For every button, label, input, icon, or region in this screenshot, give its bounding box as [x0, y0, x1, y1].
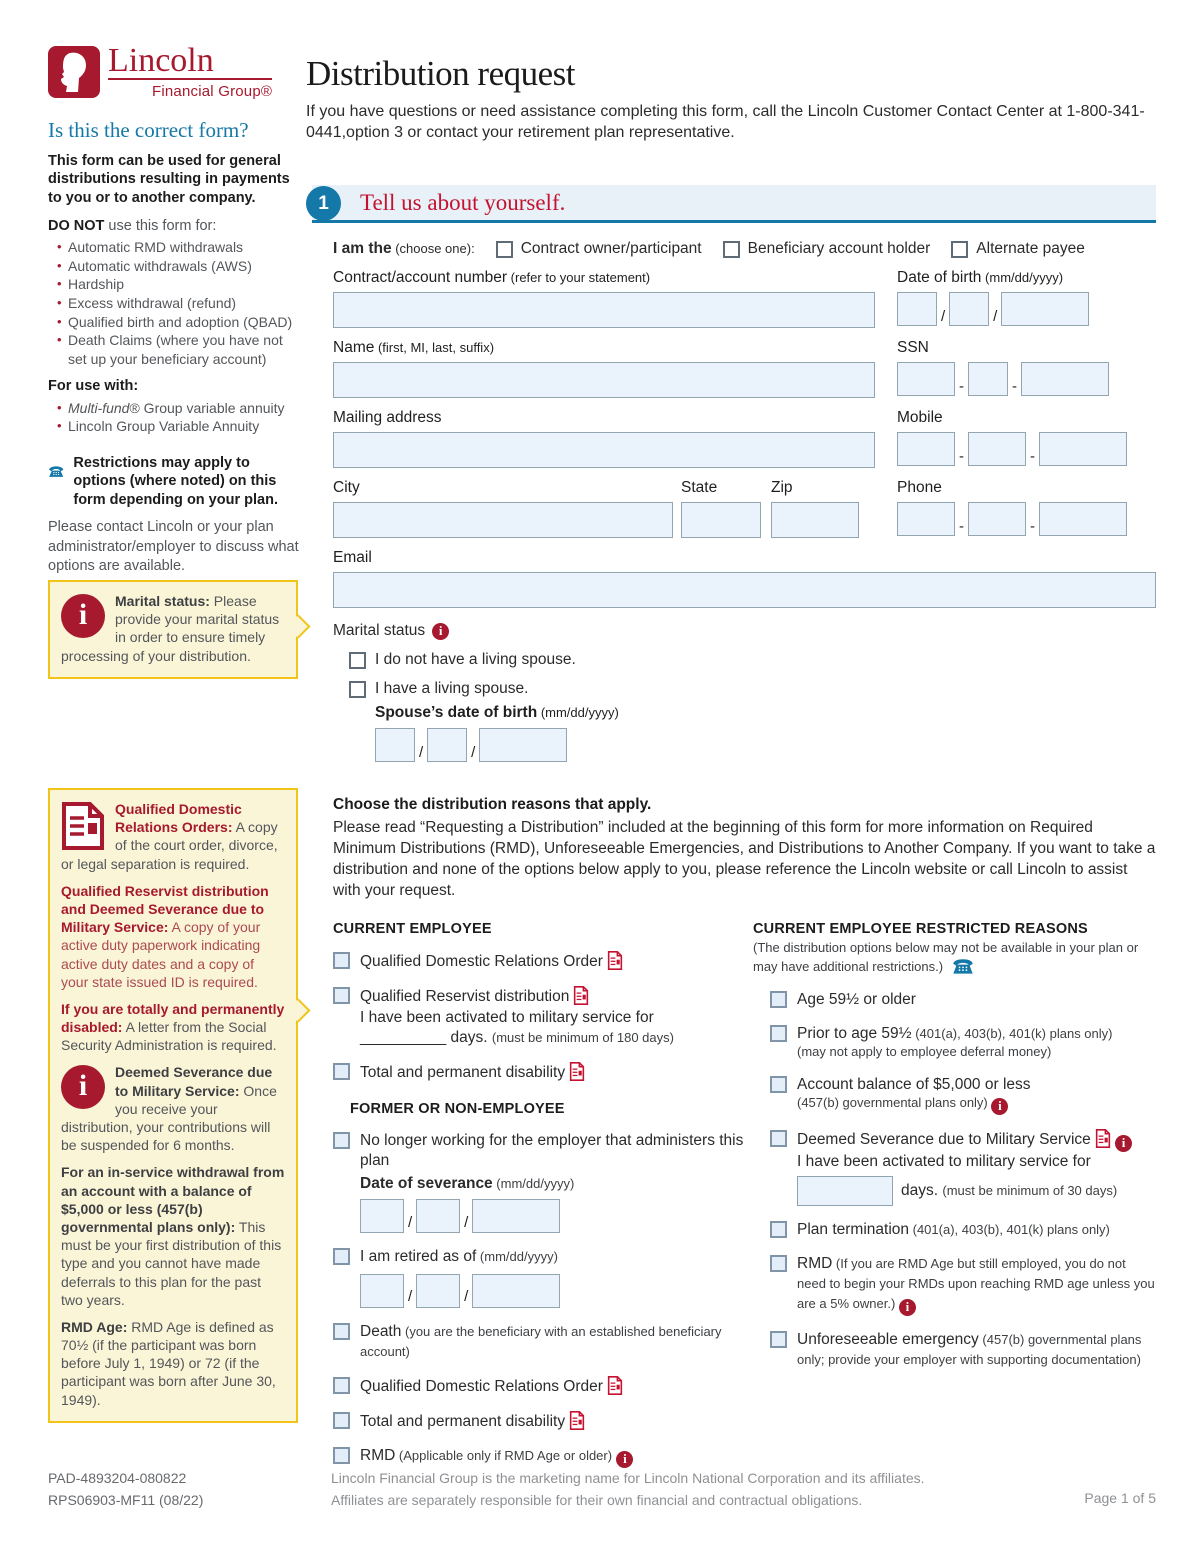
marital-status-label	[333, 622, 1156, 640]
spouse-dob-label	[375, 704, 1156, 722]
document-icon	[573, 986, 589, 1005]
disabled-note-rest: A letter from the Social Security Administration is required.	[61, 1019, 277, 1054]
dob-year-input[interactable]	[1001, 292, 1089, 326]
separator: /	[408, 1213, 413, 1231]
reason-label: Account balance of $5,000 or less (457(b) governmental plans only) i	[797, 1076, 1031, 1114]
logo-brand-text: Lincoln	[108, 46, 272, 80]
reservist-note-text	[61, 882, 285, 991]
separator: /	[993, 308, 998, 326]
marital-status-block	[333, 622, 1156, 762]
form-codes	[48, 1468, 203, 1511]
state-label: State	[681, 479, 718, 497]
state-input[interactable]	[681, 502, 761, 538]
list-item	[48, 399, 304, 418]
label-text: Spouse’s date of birth	[375, 704, 538, 722]
deemed-days-input[interactable]	[797, 1176, 893, 1206]
reason-label: RMD (If you are RMD Age but still employed, you do not need to begin your RMDs upon reaching RMD age unless you are a 5% owner.) i	[797, 1254, 1155, 1314]
reason-label: Deemed Severance due to Military Service i I have been activated to military service for days. (must be minimum of 30 days)	[797, 1129, 1132, 1205]
zip-label: Zip	[771, 479, 793, 497]
reason-subline: days. (must be minimum of 30 days)	[797, 1176, 1132, 1206]
ssn-label: SSN	[897, 339, 929, 357]
document-icon	[607, 1376, 623, 1395]
donot-rest: use this form for:	[104, 218, 217, 235]
rmdage-note-bold: RMD Age:	[61, 1318, 128, 1335]
restricted-heading: CURRENT EMPLOYEE RESTRICTED REASONS	[753, 921, 1088, 938]
list-item: • Death Claims (where you have not set up your beneficiary account)	[48, 331, 304, 368]
name-input[interactable]	[333, 362, 875, 398]
separator: -	[959, 378, 964, 396]
section-title: Tell us about yourself.	[360, 189, 566, 215]
reasons-right-column	[753, 921, 1156, 1468]
checkbox-plan-termination[interactable]	[770, 1221, 787, 1238]
option-label: I do not have a living spouse.	[375, 651, 576, 669]
dob-inputs	[897, 292, 1089, 326]
dob-month-input[interactable]	[897, 292, 937, 326]
mobile-part3-input[interactable]	[1039, 432, 1127, 466]
marital-note-box	[48, 580, 298, 679]
legal-text	[331, 1468, 925, 1511]
reason-subline: (may not apply to employee deferral money)	[797, 1044, 1052, 1060]
phone-part2-input[interactable]	[968, 502, 1026, 536]
reason-ce-reservist[interactable]	[333, 986, 753, 1047]
label-text: Marital status	[333, 622, 426, 640]
severance-day-input[interactable]	[416, 1199, 460, 1233]
document-icon	[569, 1411, 585, 1430]
reason-no-longer-working[interactable]	[333, 1131, 753, 1233]
phone-part1-input[interactable]	[897, 502, 955, 536]
spouse-dob-month-input[interactable]	[375, 728, 415, 762]
mailing-label: Mailing address	[333, 409, 442, 427]
info-icon: i	[616, 1451, 633, 1468]
checkbox-ce-disability[interactable]	[333, 1063, 350, 1080]
lincoln-cameo-icon	[48, 46, 100, 98]
reason-subline: I have been activated to military service for	[797, 1153, 1091, 1171]
checkbox-no-spouse[interactable]	[349, 652, 366, 669]
reason-f-qdro[interactable]	[333, 1376, 753, 1397]
reason-f-disability[interactable]	[333, 1411, 753, 1432]
info-icon: i	[991, 1098, 1008, 1115]
reason-label: Unforeseeable emergency (457(b) governmental plans only; provide your employer with supporting documentation)	[797, 1330, 1142, 1368]
separator: /	[471, 744, 476, 762]
reason-label: Qualified Domestic Relations Order	[360, 951, 623, 972]
email-input[interactable]	[333, 572, 1156, 608]
info-icon: i	[432, 623, 449, 640]
city-label: City	[333, 479, 360, 497]
form-code-2: RPS06903-MF11 (08/22)	[48, 1491, 204, 1508]
donot-line	[48, 217, 304, 236]
qdro-note-rest: A copy of the court order, divorce, or legal separation is required.	[61, 819, 278, 872]
restricted-note: (The distribution options below may not be available in your plan or may have additional restrictions.)	[753, 940, 1139, 975]
dob-label	[897, 269, 1089, 287]
reason-ce-qdro[interactable]	[333, 951, 753, 972]
contract-number-label	[333, 269, 875, 287]
checkbox-f-rmd[interactable]	[333, 1447, 350, 1464]
checkbox-deemed-severance[interactable]	[770, 1130, 787, 1147]
sidebar-intro: This form can be used for general distributions resulting in payments to you or to another company.	[48, 152, 290, 207]
info-icon: i	[899, 1299, 916, 1316]
current-employee-heading: CURRENT EMPLOYEE	[333, 921, 492, 938]
checkbox-age-59[interactable]	[770, 991, 787, 1008]
reason-label: Total and permanent disability	[360, 1062, 585, 1083]
iam-small: (choose one):	[391, 241, 475, 257]
marital-note-rest: Please provide your marital status in order to ensure timely processing of your distribution.	[61, 593, 280, 664]
checkbox-f-qdro[interactable]	[333, 1377, 350, 1394]
sidebar-heading: Is this the correct form?	[48, 117, 249, 142]
severance-month-input[interactable]	[360, 1199, 404, 1233]
phone-label: Phone	[897, 479, 942, 497]
option-label: Alternate payee	[976, 240, 1085, 258]
checkbox-beneficiary[interactable]	[723, 241, 740, 258]
former-heading: FORMER OR NON-EMPLOYEE	[350, 1100, 565, 1117]
deemed-note-text	[61, 1063, 285, 1154]
retired-date-inputs	[360, 1274, 560, 1308]
mobile-inputs	[897, 432, 1127, 466]
logo-sub-text: Financial Group®	[152, 83, 273, 100]
retired-day-input[interactable]	[416, 1274, 460, 1308]
reason-label: No longer working for the employer that administers this plan Date of severance (mm/dd/yyyy) / /	[360, 1131, 753, 1233]
list-item: • Automatic withdrawals (AWS)	[48, 257, 304, 276]
mobile-part1-input[interactable]	[897, 432, 955, 466]
reason-label: Age 59½ or older	[797, 991, 916, 1009]
list-item: • Qualified birth and adoption (QBAD)	[48, 313, 304, 332]
option-label: Beneficiary account holder	[747, 240, 931, 258]
section-1-header	[312, 185, 1156, 223]
legal-line-2: Affiliates are separately responsible for their own financial and contractual obligations.	[331, 1491, 863, 1508]
separator: /	[419, 744, 424, 762]
reasons-heading: Choose the distribution reasons that apply.	[333, 796, 652, 814]
checkbox-contract-owner[interactable]	[496, 241, 513, 258]
checkbox-living-spouse[interactable]	[349, 681, 366, 698]
reason-f-rmd[interactable]	[333, 1446, 753, 1468]
checkbox-death[interactable]	[333, 1323, 350, 1340]
ssn-part1-input[interactable]	[897, 362, 955, 396]
restrictions-callout	[48, 454, 304, 510]
severance-date-inputs	[360, 1199, 753, 1233]
reservist-note-rest: A copy of your active duty paperwork indicating active duty dates and a copy of your state issued ID is required.	[61, 919, 261, 990]
qdro-note-box	[48, 788, 298, 1423]
inservice-note-bold: For an in-service withdrawal from an account with a balance of $5,000 or less (457(b) governmental plans only):	[61, 1164, 285, 1235]
document-icon	[607, 951, 623, 970]
iam-bold: I am the	[333, 240, 392, 258]
separator: -	[1012, 378, 1017, 396]
separator: /	[464, 1288, 469, 1306]
disabled-note-text	[61, 1000, 285, 1055]
separator: /	[941, 308, 946, 326]
info-icon: i	[61, 1065, 105, 1109]
reason-deemed-severance[interactable]	[770, 1129, 1156, 1205]
reason-label: Plan termination (401(a), 403(b), 401(k) plans only)	[797, 1220, 1110, 1238]
days-blank[interactable]: __________	[360, 1028, 447, 1046]
ssn-inputs	[897, 362, 1109, 396]
reason-label: Qualified Domestic Relations Order	[360, 1376, 623, 1397]
label-small: (mm/dd/yyyy)	[981, 270, 1064, 286]
checkbox-f-disability[interactable]	[333, 1412, 350, 1429]
info-icon: i	[61, 594, 105, 638]
checkbox-prior-59[interactable]	[770, 1025, 787, 1042]
inservice-note-rest: This must be your first distribution of this type and you cannot have made deferrals to this plan for the past two years.	[61, 1218, 282, 1308]
checkbox-retired[interactable]	[333, 1248, 350, 1265]
sidebar	[48, 42, 304, 1408]
reason-subline: I have been activated to military service for	[360, 1008, 654, 1026]
foruse-list	[48, 399, 304, 436]
foruse-label	[48, 377, 304, 396]
rmdage-note-text	[61, 1318, 285, 1409]
disabled-note-bold: If you are totally and permanently disabled:	[61, 1000, 285, 1036]
section-1-content	[333, 240, 1156, 1468]
zip-input[interactable]	[771, 502, 859, 538]
form-code-1: PAD-4893204-080822	[48, 1470, 187, 1486]
mobile-label: Mobile	[897, 409, 943, 427]
email-label: Email	[333, 549, 372, 567]
list-item: • Excess withdrawal (refund)	[48, 294, 304, 313]
option-label: Contract owner/participant	[520, 240, 702, 258]
multifund-rest: ® Group variable annuity	[129, 399, 285, 416]
ssn-part3-input[interactable]	[1021, 362, 1109, 396]
spouse-dob-block	[375, 704, 1156, 762]
reason-age-59[interactable]	[770, 990, 1156, 1010]
page-title: Distribution request	[306, 54, 575, 93]
phone-inputs	[897, 502, 1127, 536]
legal-line-1: Lincoln Financial Group is the marketing name for Lincoln National Corporation and its affiliates.	[331, 1470, 925, 1486]
city-input[interactable]	[333, 502, 673, 538]
donot-list	[48, 238, 304, 368]
iam-label	[333, 240, 475, 258]
list-item: • Automatic RMD withdrawals	[48, 238, 304, 257]
reason-label: RMD (Applicable only if RMD Age or older) i	[360, 1446, 633, 1468]
page-number: Page 1 of 5	[1084, 1490, 1156, 1506]
document-icon	[569, 1062, 585, 1081]
severance-date-label: Date of severance (mm/dd/yyyy)	[360, 1175, 575, 1193]
deemed-note-bold: Deemed Severance due to Military Service:	[115, 1064, 273, 1099]
label-text: Name	[333, 339, 375, 357]
separator: -	[959, 518, 964, 536]
reason-subline: (457(b) governmental plans only) i	[797, 1095, 1031, 1115]
label-small: (mm/dd/yyyy)	[537, 705, 619, 721]
foruse-bold: For use with:	[48, 378, 139, 395]
checkbox-balance-5000[interactable]	[770, 1076, 787, 1093]
label-text: Date of birth	[897, 269, 982, 287]
phone-icon	[48, 454, 64, 488]
option-beneficiary[interactable]	[723, 240, 931, 258]
contract-number-input[interactable]	[333, 292, 875, 328]
checkbox-ce-reservist[interactable]	[333, 987, 350, 1004]
reason-unforeseeable-emergency[interactable]	[770, 1330, 1156, 1370]
reasons-intro: Please read “Requesting a Distribution” included at the beginning of this form for more information on Required Minimum Distributions (RMD), Unforeseeable Emergencies, and Distributions to Another Company. If you want to take a distribution and none of the options below apply to you, please reference the Lincoln website or call Lincoln to assist with your request.	[333, 819, 1156, 899]
inservice-note-text	[61, 1163, 285, 1309]
reason-death[interactable]	[333, 1322, 753, 1362]
list-item: • Hardship	[48, 275, 304, 294]
separator: /	[408, 1288, 413, 1306]
spouse-dob-year-input[interactable]	[479, 728, 567, 762]
reason-label: Total and permanent disability	[360, 1411, 585, 1432]
marital-note-bold: Marital status:	[115, 593, 210, 609]
reason-prior-59[interactable]	[770, 1024, 1156, 1061]
retired-month-input[interactable]	[360, 1274, 404, 1308]
checkbox-r-rmd[interactable]	[770, 1255, 787, 1272]
main-column	[306, 54, 1156, 1468]
reason-retired[interactable]	[333, 1247, 753, 1307]
phone-icon	[951, 957, 975, 975]
reservist-note-bold: Qualified Reservist distribution and Deemed Severance due to Military Service:	[61, 882, 269, 936]
ssn-part2-input[interactable]	[968, 362, 1008, 396]
restrictions-bold: Restrictions may apply to options (where noted) on this form depending on your plan.	[73, 454, 278, 508]
option-living-spouse[interactable]	[349, 680, 1156, 698]
reasons-left-column	[333, 921, 753, 1468]
document-icon	[1095, 1129, 1111, 1148]
separator: -	[1030, 448, 1035, 466]
reason-balance-5000[interactable]	[770, 1075, 1156, 1115]
qdro-note-bold: Qualified Domestic Relations Orders:	[115, 801, 242, 836]
checkbox-alternate-payee[interactable]	[951, 241, 968, 258]
list-item: • Lincoln Group Variable Annuity	[48, 417, 304, 436]
section-number-badge: 1	[306, 186, 341, 221]
mailing-address-input[interactable]	[333, 432, 875, 468]
option-no-spouse[interactable]	[349, 651, 1156, 669]
page-intro: If you have questions or need assistance completing this form, call the Lincoln Customer Contact Center at 1-800-341-0441,option 3 or contact your retirement plan representative.	[306, 103, 1145, 142]
reason-label: Death (you are the beneficiary with an established beneficiary account)	[360, 1322, 722, 1359]
separator: -	[1030, 518, 1035, 536]
restrictions-rest: Please contact Lincoln or your plan administrator/employer to discuss what options are available.	[48, 519, 299, 574]
retired-year-input[interactable]	[472, 1274, 560, 1308]
spouse-dob-inputs	[375, 728, 1156, 762]
separator: /	[464, 1213, 469, 1231]
option-contract-owner[interactable]	[496, 240, 702, 258]
document-icon	[61, 802, 105, 850]
reason-label: Qualified Reservist distribution I have been activated to military service for __________ days. (must be minimum of 180 days)	[360, 986, 674, 1047]
reason-label: I am retired as of (mm/dd/yyyy) / /	[360, 1247, 560, 1307]
label-small: (first, MI, last, suffix)	[374, 340, 495, 356]
reason-plan-termination[interactable]	[770, 1220, 1156, 1240]
reason-subline: __________ days. (must be minimum of 180 days)	[360, 1028, 674, 1046]
deemed-note-rest: Once you receive your distribution, your contributions will be suspended for 6 months.	[61, 1082, 277, 1154]
dob-day-input[interactable]	[949, 292, 989, 326]
mobile-part2-input[interactable]	[968, 432, 1026, 466]
lincoln-logo	[48, 42, 304, 102]
phone-part3-input[interactable]	[1039, 502, 1127, 536]
checkbox-no-longer-working[interactable]	[333, 1132, 350, 1149]
checkbox-unforeseeable-emergency[interactable]	[770, 1331, 787, 1348]
option-label: I have a living spouse.	[375, 680, 529, 698]
reason-label: Prior to age 59½ (401(a), 403(b), 401(k) plans only) (may not apply to employee deferral money)	[797, 1025, 1113, 1060]
checkbox-ce-qdro[interactable]	[333, 952, 350, 969]
severance-year-input[interactable]	[472, 1199, 560, 1233]
iam-row	[333, 240, 1156, 258]
separator: -	[959, 448, 964, 466]
rmdage-note-rest: RMD Age is defined as 70½ (if the participant was born before July 1, 1949) or 72 (if the participant was born after June 30, 1949).	[61, 1318, 276, 1408]
reason-ce-disability[interactable]	[333, 1062, 753, 1083]
label-text: Contract/account number	[333, 269, 508, 287]
spouse-dob-day-input[interactable]	[427, 728, 467, 762]
reason-r-rmd[interactable]	[770, 1254, 1156, 1316]
option-alternate-payee[interactable]	[951, 240, 1085, 258]
info-icon: i	[1115, 1135, 1132, 1152]
donot-bold: DO NOT	[48, 218, 105, 235]
name-label	[333, 339, 875, 357]
label-small: (refer to your statement)	[507, 270, 651, 286]
multifund-italic: Multi-fund	[68, 399, 130, 416]
